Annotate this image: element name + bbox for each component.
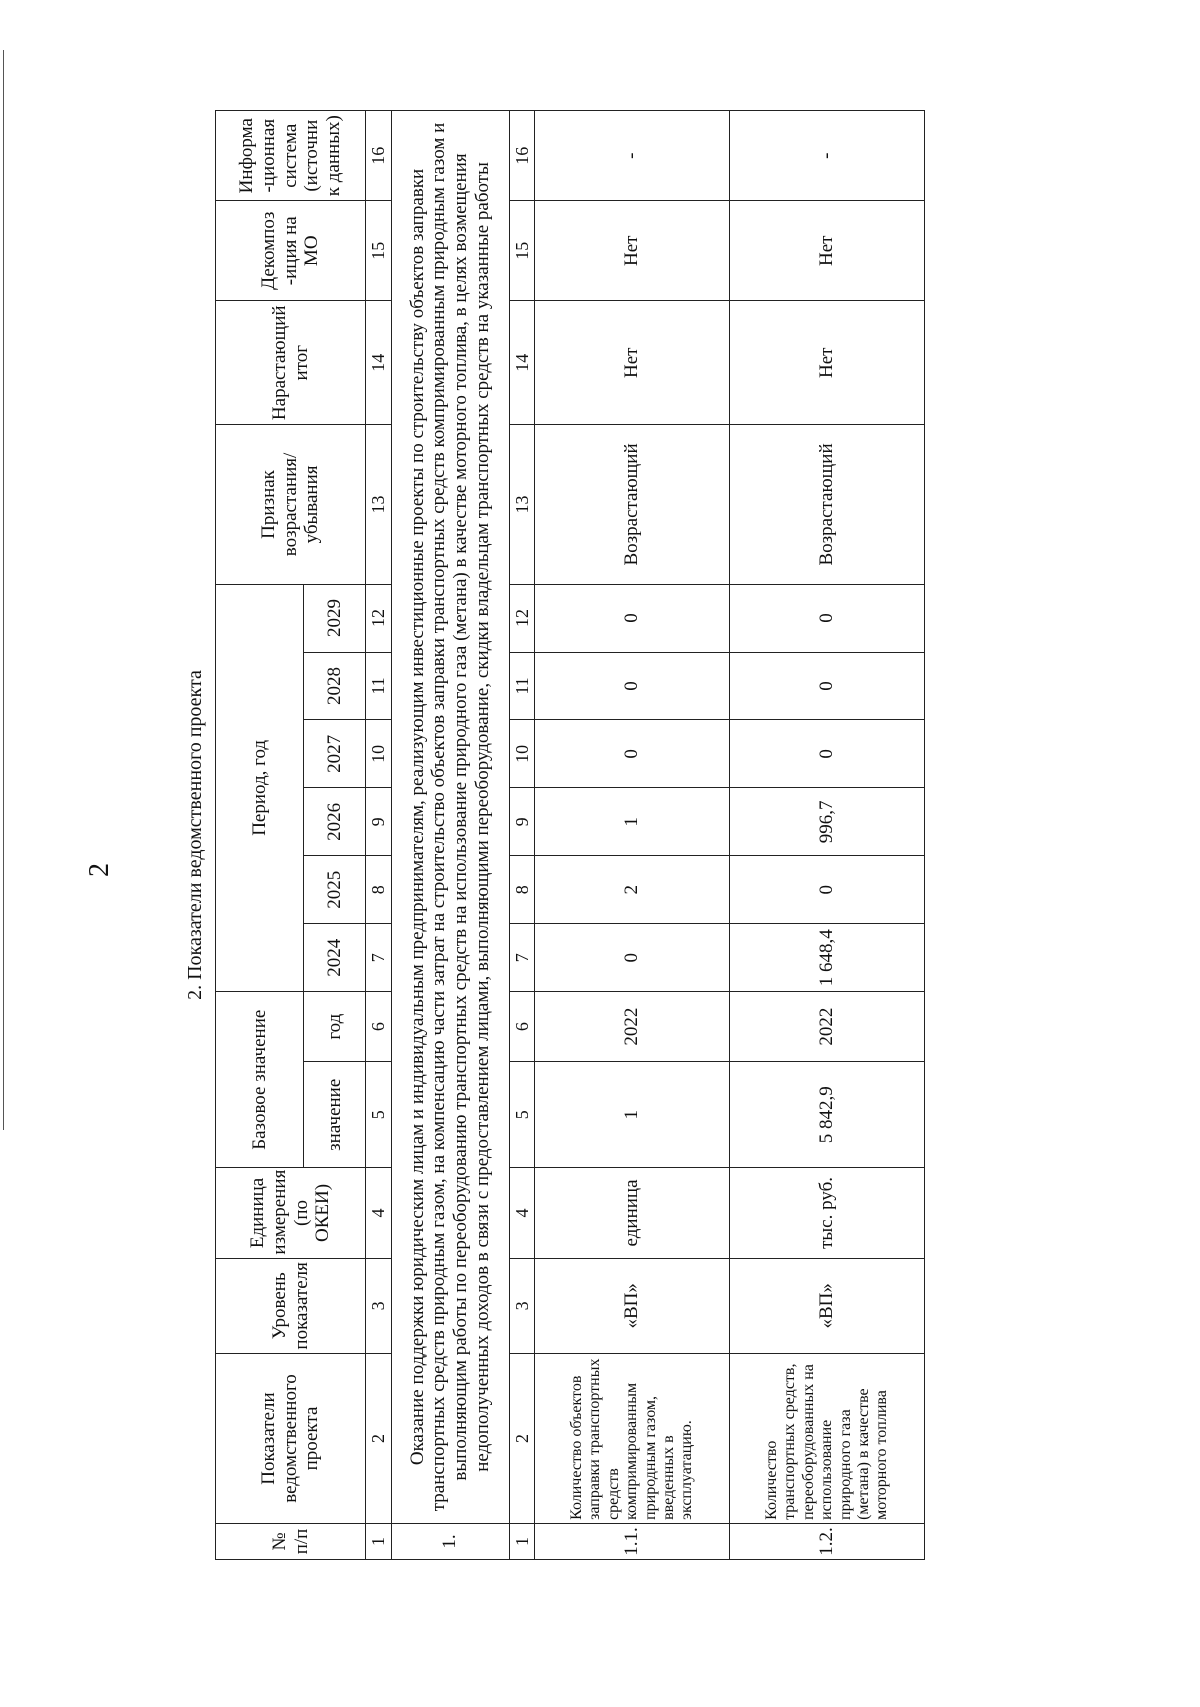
column-number: 16 — [366, 111, 392, 201]
row-base-value: 1 — [535, 1062, 730, 1168]
column-number: 8 — [366, 856, 392, 924]
row-indicator: Количество транспортных средств, переоборудованных на использование природного газа (метана) в качестве моторного топлива — [730, 1354, 925, 1524]
column-number: 5 — [509, 1062, 535, 1168]
row-level: «ВП» — [535, 1258, 730, 1354]
column-number: 1 — [366, 1523, 392, 1559]
row-year-value: 0 — [535, 720, 730, 788]
row-level: «ВП» — [730, 1258, 925, 1354]
page-edge-line — [3, 50, 4, 1130]
row-year-value: 1 648,4 — [730, 924, 925, 992]
column-number: 12 — [509, 584, 535, 652]
column-number: 13 — [509, 425, 535, 584]
row-trend: Возрастающий — [535, 425, 730, 584]
column-number: 8 — [509, 856, 535, 924]
row-year-value: 0 — [535, 652, 730, 720]
column-number: 3 — [509, 1258, 535, 1354]
row-year-value: 0 — [535, 584, 730, 652]
column-numbers-row — [509, 111, 535, 1560]
header-year: 2029 — [304, 584, 366, 652]
header-base: Базовое значение — [216, 992, 304, 1168]
header-decomposition: Декомпоз -иция на МО — [216, 201, 366, 301]
section-text: Оказание поддержки юридическим лицам и индивидуальным предпринимателям, реализующим инвестиционные проекты по строительству объектов заправки транспортных средств природным газом, на компенсацию части затрат на строительство объектов заправки транспортных средств компримированным природным газом и выполняющим работы по переоборудованию транспортных средств на использование природного газа (метана) в качестве моторного топлива, в целях возмещения недополученных доходов в связи с предоставлением лицами, выполняющими переоборудование, скидки владельцам транспортных средств на указанные работы — [391, 111, 509, 1524]
header-unit: Единица измерения (по ОКЕИ) — [216, 1168, 366, 1258]
row-cumulative: Нет — [535, 301, 730, 425]
header-trend: Признак возрастания/ убывания — [216, 425, 366, 584]
header-infosystem: Информа -ционная система (источни к данных) — [216, 111, 366, 201]
header-year: 2024 — [304, 924, 366, 992]
column-number: 4 — [509, 1168, 535, 1258]
column-number: 16 — [509, 111, 535, 201]
column-number: 13 — [366, 425, 392, 584]
row-infosystem: - — [730, 111, 925, 201]
column-number: 11 — [366, 652, 392, 720]
column-number: 14 — [509, 301, 535, 425]
row-base-value: 5 842,9 — [730, 1062, 925, 1168]
column-number: 15 — [366, 201, 392, 301]
column-number: 9 — [366, 788, 392, 856]
row-cumulative: Нет — [730, 301, 925, 425]
column-number: 5 — [366, 1062, 392, 1168]
header-level: Уровень показателя — [216, 1258, 366, 1354]
header-cumulative: Нарастающий итог — [216, 301, 366, 425]
row-year-value: 0 — [730, 652, 925, 720]
row-indicator: Количество объектов заправки транспортных средств компримированным природным газом, введенных в эксплуатацию. — [535, 1354, 730, 1524]
header-period: Период, год — [216, 584, 304, 992]
table-row — [535, 111, 730, 1560]
column-number: 1 — [509, 1523, 535, 1559]
column-number: 2 — [366, 1354, 392, 1524]
header-year: 2026 — [304, 788, 366, 856]
row-infosystem: - — [535, 111, 730, 201]
column-number: 6 — [366, 992, 392, 1062]
row-year-value: 0 — [730, 856, 925, 924]
row-decomposition: Нет — [535, 201, 730, 301]
header-base-value: значение — [304, 1062, 366, 1168]
row-base-year: 2022 — [535, 992, 730, 1062]
row-num: 1.2. — [730, 1523, 925, 1559]
header-indicator: Показатели ведомственного проекта — [216, 1354, 366, 1524]
row-year-value: 0 — [730, 720, 925, 788]
column-number: 6 — [509, 992, 535, 1062]
row-unit: тыс. руб. — [730, 1168, 925, 1258]
column-number: 2 — [509, 1354, 535, 1524]
row-num: 1.1. — [535, 1523, 730, 1559]
column-number: 12 — [366, 584, 392, 652]
row-year-value: 996,7 — [730, 788, 925, 856]
column-number: 4 — [366, 1168, 392, 1258]
row-year-value: 2 — [535, 856, 730, 924]
row-trend: Возрастающий — [730, 425, 925, 584]
row-year-value: 0 — [535, 924, 730, 992]
column-number: 15 — [509, 201, 535, 301]
header-year: 2027 — [304, 720, 366, 788]
header-num: № п/п — [216, 1523, 366, 1559]
page-number: 2 — [84, 863, 115, 877]
row-year-value: 0 — [730, 584, 925, 652]
header-row-1 — [216, 111, 304, 1560]
indicators-table — [215, 110, 925, 1560]
rotated-table-frame — [215, 110, 915, 1560]
column-number: 11 — [509, 652, 535, 720]
column-number: 9 — [509, 788, 535, 856]
header-year: 2025 — [304, 856, 366, 924]
section-num: 1. — [391, 1523, 509, 1559]
column-number: 10 — [509, 720, 535, 788]
column-number: 7 — [509, 924, 535, 992]
column-number: 3 — [366, 1258, 392, 1354]
section-title: 2. Показатели ведомственного проекта — [184, 670, 206, 1000]
table-row — [730, 111, 925, 1560]
column-number: 7 — [366, 924, 392, 992]
column-numbers-row — [366, 111, 392, 1560]
row-decomposition: Нет — [730, 201, 925, 301]
header-base-year: год — [304, 992, 366, 1062]
row-base-year: 2022 — [730, 992, 925, 1062]
column-number: 14 — [366, 301, 392, 425]
section-row — [391, 111, 509, 1560]
column-number: 10 — [366, 720, 392, 788]
row-unit: единица — [535, 1168, 730, 1258]
header-year: 2028 — [304, 652, 366, 720]
row-year-value: 1 — [535, 788, 730, 856]
